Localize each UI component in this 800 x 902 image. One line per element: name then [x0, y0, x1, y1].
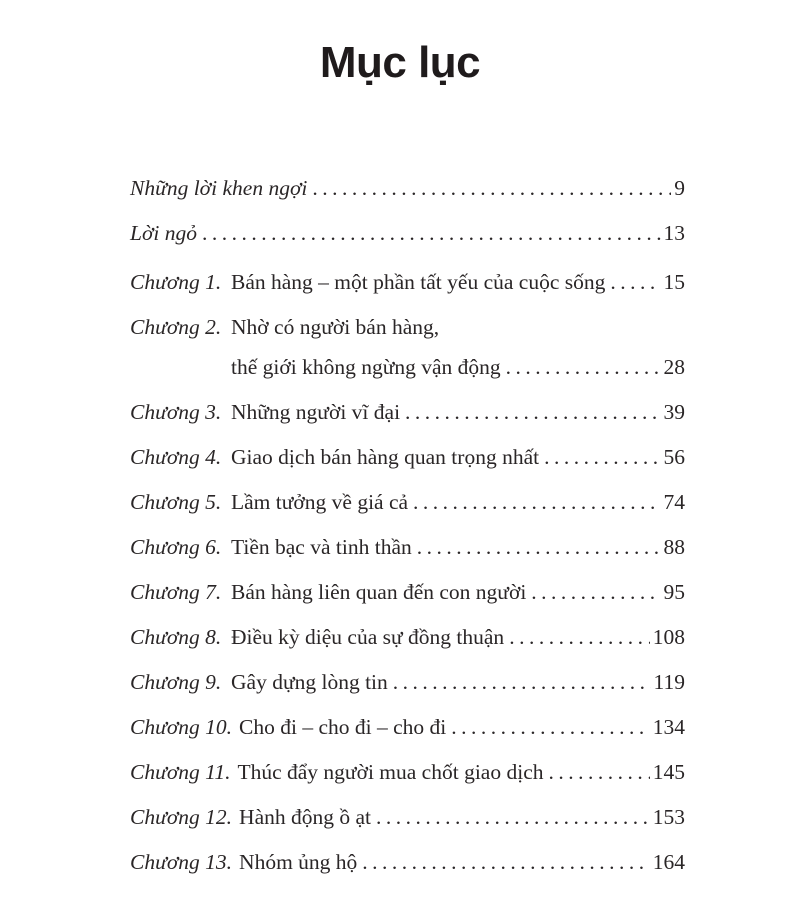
entry-last-line: [237, 752, 685, 792]
entry-last-line: [239, 707, 685, 747]
entry-title: Hành động ồ ạt: [239, 805, 372, 829]
chapter-label: Chương 4.: [130, 445, 222, 469]
dot-leader: [405, 392, 660, 432]
entry-last-line: [231, 437, 685, 477]
entry-page-number: 56: [663, 445, 685, 469]
dot-leader: [393, 662, 651, 702]
entry-page-number: 39: [663, 400, 685, 424]
entry-title: Những lời khen ngợi: [130, 176, 308, 200]
chapter-label: Chương 13.: [130, 850, 233, 874]
entry-last-line: [239, 842, 685, 882]
toc-list: [130, 168, 685, 882]
entry-last-line: [130, 213, 685, 253]
dot-leader: [451, 707, 649, 747]
toc-entry: [130, 842, 685, 882]
entry-page-number: 15: [663, 270, 685, 294]
toc-entry: [130, 752, 685, 792]
entry-body: [231, 527, 685, 567]
toc-entry: [130, 572, 685, 612]
chapter-label: Chương 11.: [130, 760, 231, 784]
toc-entry: [130, 797, 685, 837]
dot-leader: [548, 752, 649, 792]
toc-entry: [130, 168, 685, 208]
entry-page-number: 13: [663, 221, 685, 245]
entry-last-line: [231, 482, 685, 522]
dot-leader: [376, 797, 650, 837]
chapter-label: Chương 10.: [130, 715, 233, 739]
entry-page-number: 145: [652, 760, 685, 784]
entry-last-line: [231, 527, 685, 567]
dot-leader: [362, 842, 649, 882]
chapter-label: Chương 1.: [130, 270, 222, 294]
entry-body: [231, 262, 685, 302]
entry-last-line: [231, 262, 685, 302]
entry-body: [231, 572, 685, 612]
entry-title-line: Nhờ có người bán hàng,: [231, 315, 440, 339]
toc-entry: [130, 437, 685, 477]
entry-last-line: [231, 347, 685, 387]
entry-title: Bán hàng liên quan đến con người: [231, 580, 527, 604]
entry-page-number: 95: [663, 580, 685, 604]
chapter-label: Chương 6.: [130, 535, 222, 559]
toc-entry: [130, 262, 685, 302]
entry-last-line: [231, 572, 685, 612]
entry-title: Gây dựng lòng tin: [231, 670, 388, 694]
dot-leader: [413, 482, 660, 522]
chapter-label: Chương 8.: [130, 625, 222, 649]
entry-title: Giao dịch bán hàng quan trọng nhất: [231, 445, 540, 469]
toc-entry: [130, 392, 685, 432]
chapter-label: Chương 5.: [130, 490, 222, 514]
dot-leader: [202, 213, 660, 253]
entry-body: [231, 437, 685, 477]
chapter-label: Chương 7.: [130, 580, 222, 604]
entry-last-line: [231, 662, 685, 702]
entry-page-number: 9: [674, 176, 685, 200]
entry-page-number: 153: [652, 805, 685, 829]
entry-body: [239, 707, 685, 747]
dot-leader: [506, 347, 661, 387]
entry-body: [130, 168, 685, 208]
entry-body: [239, 842, 685, 882]
entry-title: Điều kỳ diệu của sự đồng thuận: [231, 625, 505, 649]
entry-body: [237, 752, 685, 792]
chapter-label: Chương 12.: [130, 805, 233, 829]
entry-title: Cho đi – cho đi – cho đi: [239, 715, 447, 739]
entry-last-line: [231, 392, 685, 432]
dot-leader: [531, 572, 660, 612]
entry-title: thế giới không ngừng vận động: [231, 355, 501, 379]
toc-entry: [130, 662, 685, 702]
entry-last-line: [130, 168, 685, 208]
toc-entry: [130, 617, 685, 657]
toc-entry: [130, 527, 685, 567]
entry-last-line: [239, 797, 685, 837]
toc-entry: [130, 307, 685, 387]
entry-title: Những người vĩ đại: [231, 400, 401, 424]
entry-page-number: 134: [652, 715, 685, 739]
toc-entry: [130, 482, 685, 522]
entry-page-number: 88: [663, 535, 685, 559]
entry-title: Bán hàng – một phần tất yếu của cuộc sống: [231, 270, 606, 294]
entry-page-number: 119: [653, 670, 685, 694]
entry-body: [239, 797, 685, 837]
toc-entry: [130, 213, 685, 253]
dot-leader: [509, 617, 650, 657]
chapter-label: Chương 2.: [130, 315, 222, 339]
entry-body: [231, 662, 685, 702]
entry-title: Nhóm ủng hộ: [239, 850, 358, 874]
entry-page-number: 164: [652, 850, 685, 874]
entry-body: [130, 213, 685, 253]
dot-leader: [544, 437, 660, 477]
page-title: Mục lục: [319, 38, 481, 87]
entry-title: Lầm tưởng về giá cả: [231, 490, 409, 514]
dot-leader: [312, 168, 671, 208]
entry-body: [231, 482, 685, 522]
entry-page-number: 74: [663, 490, 685, 514]
chapter-label: Chương 3.: [130, 400, 222, 424]
entry-page-number: 28: [663, 355, 685, 379]
dot-leader: [610, 262, 660, 302]
toc-entry: [130, 707, 685, 747]
dot-leader: [417, 527, 661, 567]
entry-title: Tiền bạc và tinh thần: [231, 535, 412, 559]
entry-title: Lời ngỏ: [130, 221, 198, 245]
entry-body: [231, 307, 685, 387]
entry-title: Thúc đẩy người mua chốt giao dịch: [237, 760, 544, 784]
entry-last-line: [231, 617, 685, 657]
entry-body: [231, 392, 685, 432]
chapter-label: Chương 9.: [130, 670, 222, 694]
entry-body: [231, 617, 685, 657]
entry-page-number: 108: [652, 625, 685, 649]
